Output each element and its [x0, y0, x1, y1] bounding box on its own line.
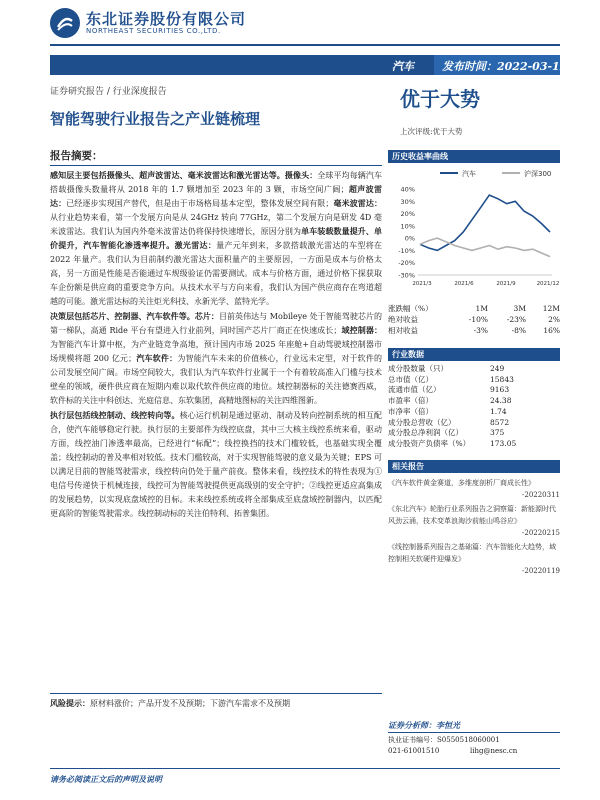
industry-data-table [388, 364, 560, 450]
analyst-email[interactable]: lihg@nesc.cn [470, 747, 518, 755]
y-tick-label: 10% [400, 222, 415, 231]
report-title: 智能驾驶行业报告之产业链梳理 [50, 110, 261, 128]
body-text: 已经逐步实现国产替代，但是由于市场格局基本定型，整体发展空间有限； [66, 199, 334, 208]
y-tick-label: 30% [400, 197, 415, 206]
emphasis-text: 超声波雷达： [50, 185, 382, 208]
table-cell: -23% [506, 315, 526, 324]
company-name-en: NORTHEAST SECURITIES CO.,LTD. [86, 27, 221, 35]
risk-text: 原材料涨价；产品开发不及预期；下游汽车需求不及预期 [90, 699, 290, 708]
emphasis-text: 感知层主要包括摄像头、超声波雷达、毫米波雷达和激光雷达等。摄像头： [50, 171, 318, 180]
emphasis-text: 汽车软件： [136, 354, 178, 363]
table-cell: 成分股总净利润（亿） [388, 428, 463, 438]
y-tick-label: -30% [398, 271, 415, 280]
x-tick-label: 2021/9 [496, 281, 516, 287]
emphasis-text: 毫米波雷达： [333, 199, 383, 208]
table-row [388, 385, 560, 396]
x-tick-label: 2021/3 [412, 281, 432, 287]
rating: 优于大势 [400, 87, 480, 111]
related-report-date: -20220119 [522, 566, 560, 575]
related-report-link[interactable]: 《汽车软件黄金赛道，多维度剖析厂商成长性》 [388, 478, 535, 487]
trend-chart [388, 163, 560, 295]
footer-rule [50, 768, 560, 769]
analyst-phone: 021-61001510 [388, 747, 440, 755]
related-reports-title: 相关报告 [388, 460, 560, 473]
body-text: 为智能汽车计算中枢，为产业链竞争高地，预计国内市场 2025 年座舱+自动驾驶域控制器市场规模将超 200 亿元； [50, 340, 382, 363]
legend-label: 沪深300 [524, 170, 552, 178]
publish-date: 发布时间：2022-03-12 [442, 60, 568, 73]
table-cell: 绝对收益 [388, 315, 418, 324]
related-report-link[interactable]: 《东北汽车》轮胎行业系列报告之洞察篇：新能源时代风劲云涌，技术变革浪淘沙前能山鸣谷应》 [388, 504, 556, 525]
table-cell: 市净率（倍） [388, 406, 433, 416]
sector-label: 汽车 [392, 60, 414, 73]
table-row [388, 375, 560, 386]
perf-header: 3M [513, 304, 526, 313]
perf-header: 12M [542, 304, 560, 313]
legend-label: 汽车 [462, 170, 476, 178]
table-row [388, 314, 560, 325]
y-tick-label: -10% [398, 246, 415, 255]
summary-section [50, 148, 382, 522]
related-reports-list [388, 477, 560, 577]
analyst-name: 证券分析师：李恒光 [388, 720, 560, 733]
perf-header: 1M [475, 304, 488, 313]
y-tick-label: 0% [404, 234, 415, 243]
table-cell: 16% [543, 326, 560, 335]
table-cell: 173.05 [490, 438, 517, 448]
cert-label: 执业证书编号： [388, 736, 437, 744]
emphasis-text: 决策层包括芯片、控制器、汽车软件等。芯片： [50, 312, 219, 321]
performance-header-row [388, 303, 560, 314]
x-tick-label: 2021/12 [536, 281, 560, 287]
analyst-cert-row [388, 735, 560, 746]
table-cell: 9163 [490, 385, 510, 395]
table-cell: 相对收益 [388, 326, 418, 335]
performance-table [388, 303, 560, 336]
table-cell: 成分股数量（只） [388, 364, 448, 373]
series-line [420, 195, 550, 250]
table-cell: 总市值（亿） [388, 374, 433, 384]
related-report-date: -20220311 [522, 490, 560, 499]
header-rule [50, 44, 560, 46]
table-row [388, 407, 560, 418]
table-row [388, 325, 560, 336]
table-cell: 375 [490, 428, 505, 438]
table-row [388, 428, 560, 439]
risk-label: 风险提示： [50, 699, 90, 708]
industry-data-title: 行业数据 [388, 348, 560, 361]
header-banner [50, 55, 568, 75]
table-cell: -3% [473, 326, 488, 335]
summary-paragraph-decision [50, 310, 382, 408]
body-text: 目前英伟达与 Mobileye 处于智能驾驶芯片的第一梯队，高通 Ride 平台有望进入行业前列，同时国产芯片厂商正在快速成长； [50, 312, 382, 335]
table-cell: 15843 [490, 374, 514, 384]
body-text: 从行业趋势来看，第一个发展方向是从 24GHz 转向 77GHz，第二个发展方向是研发 4D 毫米波雷达。我们认为国内外毫米波雷达仍将保持快速增长，原因分别为 [50, 213, 382, 236]
table-cell: 1.74 [490, 406, 507, 416]
table-cell: 流通市值（亿） [388, 385, 441, 395]
sidebar [388, 150, 560, 579]
logo-emblem-icon [50, 8, 80, 38]
body-text: 量产元年到来，多款搭载激光雷达的车型将在 2022 年量产。我们认为目前制约激光雷达大面积量产的主要原因，一方面是成本与价格太高，另一方面是性能是否能通过车规级验证仍需要测试。成本与价格方面，通过价格下探获取车企份额是供应商的重要竞争方向。从技术水平与方向来看，我们认为国产供应商存在弯道超越的可能。激光雷达标的关注炬光科技、永新光学、蓝特光学。 [50, 241, 383, 306]
x-tick-label: 2021/6 [454, 281, 474, 287]
y-tick-label: -20% [398, 259, 415, 268]
emphasis-text: 域控制器： [341, 326, 382, 335]
table-cell: -8% [511, 326, 526, 335]
summary-heading: 报告摘要： [50, 148, 382, 166]
y-tick-label: 20% [400, 210, 415, 219]
company-name-cn: 东北证券股份有限公司 [86, 10, 247, 28]
analyst-info [388, 720, 560, 757]
table-cell: -10% [468, 315, 488, 324]
emphasis-text: 执行层包括线控制动、线控转向等。 [50, 411, 180, 420]
related-report-link[interactable]: 《线控制器系列报告之基础篇：汽车智能化大趋势，域控制相关软硬件迎爆发》 [388, 542, 556, 563]
cert-number: S0550518060001 [437, 736, 500, 744]
table-cell: 249 [490, 364, 505, 373]
analyst-contact-row [388, 746, 560, 757]
body-text: 全球平均每辆汽车搭载摄像头数量将从 2018 年的 1.7 颗增加至 2023 年的 3 颗，市场空间广阔； [50, 171, 382, 194]
table-cell: 2% [548, 315, 560, 324]
table-row [388, 364, 560, 375]
footer-disclaimer: 请务必阅读正文后的声明及说明 [50, 775, 162, 784]
table-cell: 24.38 [490, 396, 512, 406]
table-cell: 市盈率（倍） [388, 396, 433, 406]
table-cell: 成分股总营收（亿） [388, 417, 456, 427]
table-cell: 8572 [490, 417, 510, 427]
table-row [388, 396, 560, 407]
trend-chart-title: 历史收益率曲线 [388, 150, 560, 163]
table-row [388, 418, 560, 429]
previous-rating: 上次评级:优于大势 [400, 127, 463, 136]
body-text: 为智能汽车未来的价值核心，行业远未定型，对于软件的公司发展空间广阔。市场空间较大，我们认为汽车软件行业属于一个有着较高准入门槛与技术壁垒的领域，硬件供应商在短期内难以取代软件供应商的地位。域控制器标的关注德赛西威，软件标的关注中科创达、光庭信息、东软集团，高精地图标的关注四维图新。 [50, 354, 383, 405]
risk-warning [50, 693, 382, 710]
date-block [434, 55, 568, 75]
company-logo [50, 6, 280, 40]
report-type: 证券研究报告 / 行业深度报告 [50, 87, 167, 97]
y-tick-label: 40% [400, 185, 415, 194]
table-cell: 成分股资产负债率（%） [388, 438, 471, 448]
summary-paragraph-perception [50, 169, 382, 309]
emphasis-text: 单车装载数量提升、单价提升，汽车智能化渗透率提升。激光雷达： [50, 227, 383, 250]
related-report-date: -20220215 [522, 528, 560, 537]
series-line [420, 238, 550, 257]
body-text: 核心运行机制是通过驱动、制动及转向控制系统的相互配合，使汽车能够稳定行驶。执行层的主要部件为线控底盘，其中三大核主线控系统来看，驱动方面，线控油门渗透率最高，已经进行“标配”；线控换挡的技术门槛较低，也基础实现全覆盖；线控制动的普及率相对较低。技术门槛较高，对于实现智能驾驶的意义最为关键；EPS 可以满足目前的智能驾驶需求，线控转向仍处于量产前夜。整体来看，线控技术的特性表现为①电信号传递快于机械连接，线控可为智能驾驶提供更高级别的安全守护；②线控更适应高集成的发展趋势，以实现底盘域控的目标。未来线控系统或将全部集成至底盘域控制器内，以匹配更高阶的智能驾驶需求。线控制动标的关注伯特利、拓普集团。 [50, 411, 383, 518]
summary-paragraph-execution [50, 409, 382, 521]
table-row [388, 439, 560, 450]
perf-header: 涨跌幅（%） [388, 304, 433, 313]
